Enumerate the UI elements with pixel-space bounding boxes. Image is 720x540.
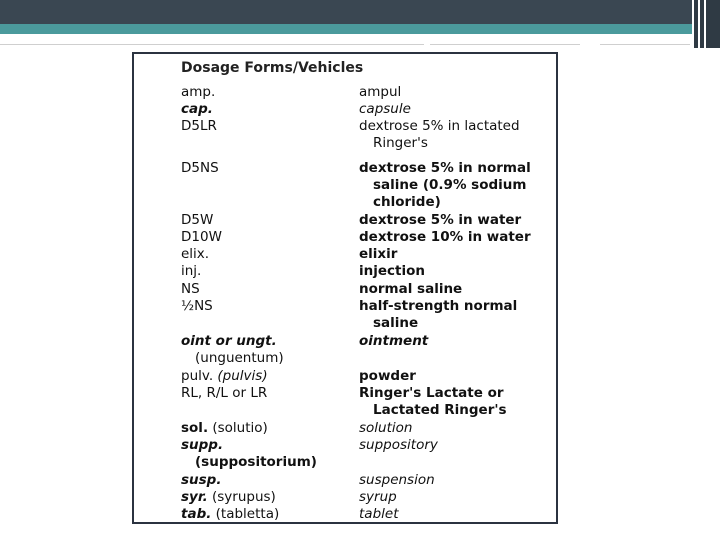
meaning-half-ns: half-strength normal [359, 298, 518, 314]
abbr-cap: cap. [181, 101, 213, 117]
divider-line [600, 44, 690, 45]
meaning-ns: normal saline [359, 281, 463, 297]
meaning-amp: ampul [359, 84, 402, 100]
meaning-tab: tablet [359, 506, 399, 522]
meaning-inj: injection [359, 263, 425, 279]
meaning-rl: Ringer's Lactate or [359, 385, 504, 401]
meaning-d5ns-cont2: chloride) [373, 194, 441, 210]
abbr-d5w: D5W [181, 212, 214, 228]
meaning-sol: solution [359, 420, 413, 436]
abbr-inj: inj. [181, 263, 202, 279]
abbr-tab-latin: (tabletta) [215, 506, 280, 522]
abbr-sol-latin: (solutio) [212, 420, 268, 436]
abbr-half-ns: ½NS [181, 298, 213, 314]
abbr-d5ns: D5NS [181, 160, 219, 176]
slide-header-bar [0, 0, 720, 24]
abbr-syr [181, 489, 276, 505]
abbr-supp: supp. [181, 437, 224, 453]
meaning-syr: syrup [359, 489, 397, 505]
meaning-pulv: powder [359, 368, 416, 384]
abbr-syr-latin: (syrupus) [212, 489, 276, 505]
abbr-pulv-text: pulv. [181, 368, 214, 384]
abbr-syr-text: syr. [181, 489, 208, 505]
abbr-d10w: D10W [181, 229, 222, 245]
abbr-tab-text: tab. [181, 506, 212, 522]
meaning-elix: elixir [359, 246, 398, 262]
dosage-forms-table [132, 52, 558, 524]
meaning-d5lr-cont: Ringer's [373, 135, 428, 151]
meaning-d10w: dextrose 10% in water [359, 229, 531, 245]
divider-line [430, 44, 580, 45]
meaning-d5lr: dextrose 5% in lactated [359, 118, 520, 134]
meaning-d5ns: dextrose 5% in normal [359, 160, 531, 176]
divider-line [0, 44, 424, 45]
abbr-rl: RL, R/L or LR [181, 385, 268, 401]
abbr-pulv-latin: (pulvis) [217, 368, 268, 384]
meaning-cap: capsule [359, 101, 411, 117]
abbr-ns: NS [181, 281, 200, 297]
abbr-oint: oint or ungt. [181, 333, 277, 349]
slide-header-stripe [0, 24, 720, 34]
abbr-susp: susp. [181, 472, 222, 488]
meaning-rl-cont: Lactated Ringer's [373, 402, 507, 418]
abbr-supp-cont: (suppositorium) [195, 454, 317, 470]
abbr-d5lr: D5LR [181, 118, 217, 134]
abbr-tab [181, 506, 279, 522]
slide-corner-decoration [692, 0, 720, 48]
meaning-half-ns-cont: saline [373, 315, 419, 331]
meaning-supp: suppository [359, 437, 438, 453]
abbr-oint-cont: (unguentum) [195, 350, 284, 366]
meaning-d5ns-cont: saline (0.9% sodium [373, 177, 527, 193]
table-title: Dosage Forms/Vehicles [181, 60, 364, 76]
abbr-amp: amp. [181, 84, 216, 100]
abbr-sol [181, 420, 268, 436]
abbr-pulv [181, 368, 268, 384]
meaning-oint: ointment [359, 333, 429, 349]
abbr-sol-text: sol. [181, 420, 209, 436]
abbr-elix: elix. [181, 246, 210, 262]
meaning-d5w: dextrose 5% in water [359, 212, 522, 228]
meaning-susp: suspension [359, 472, 435, 488]
